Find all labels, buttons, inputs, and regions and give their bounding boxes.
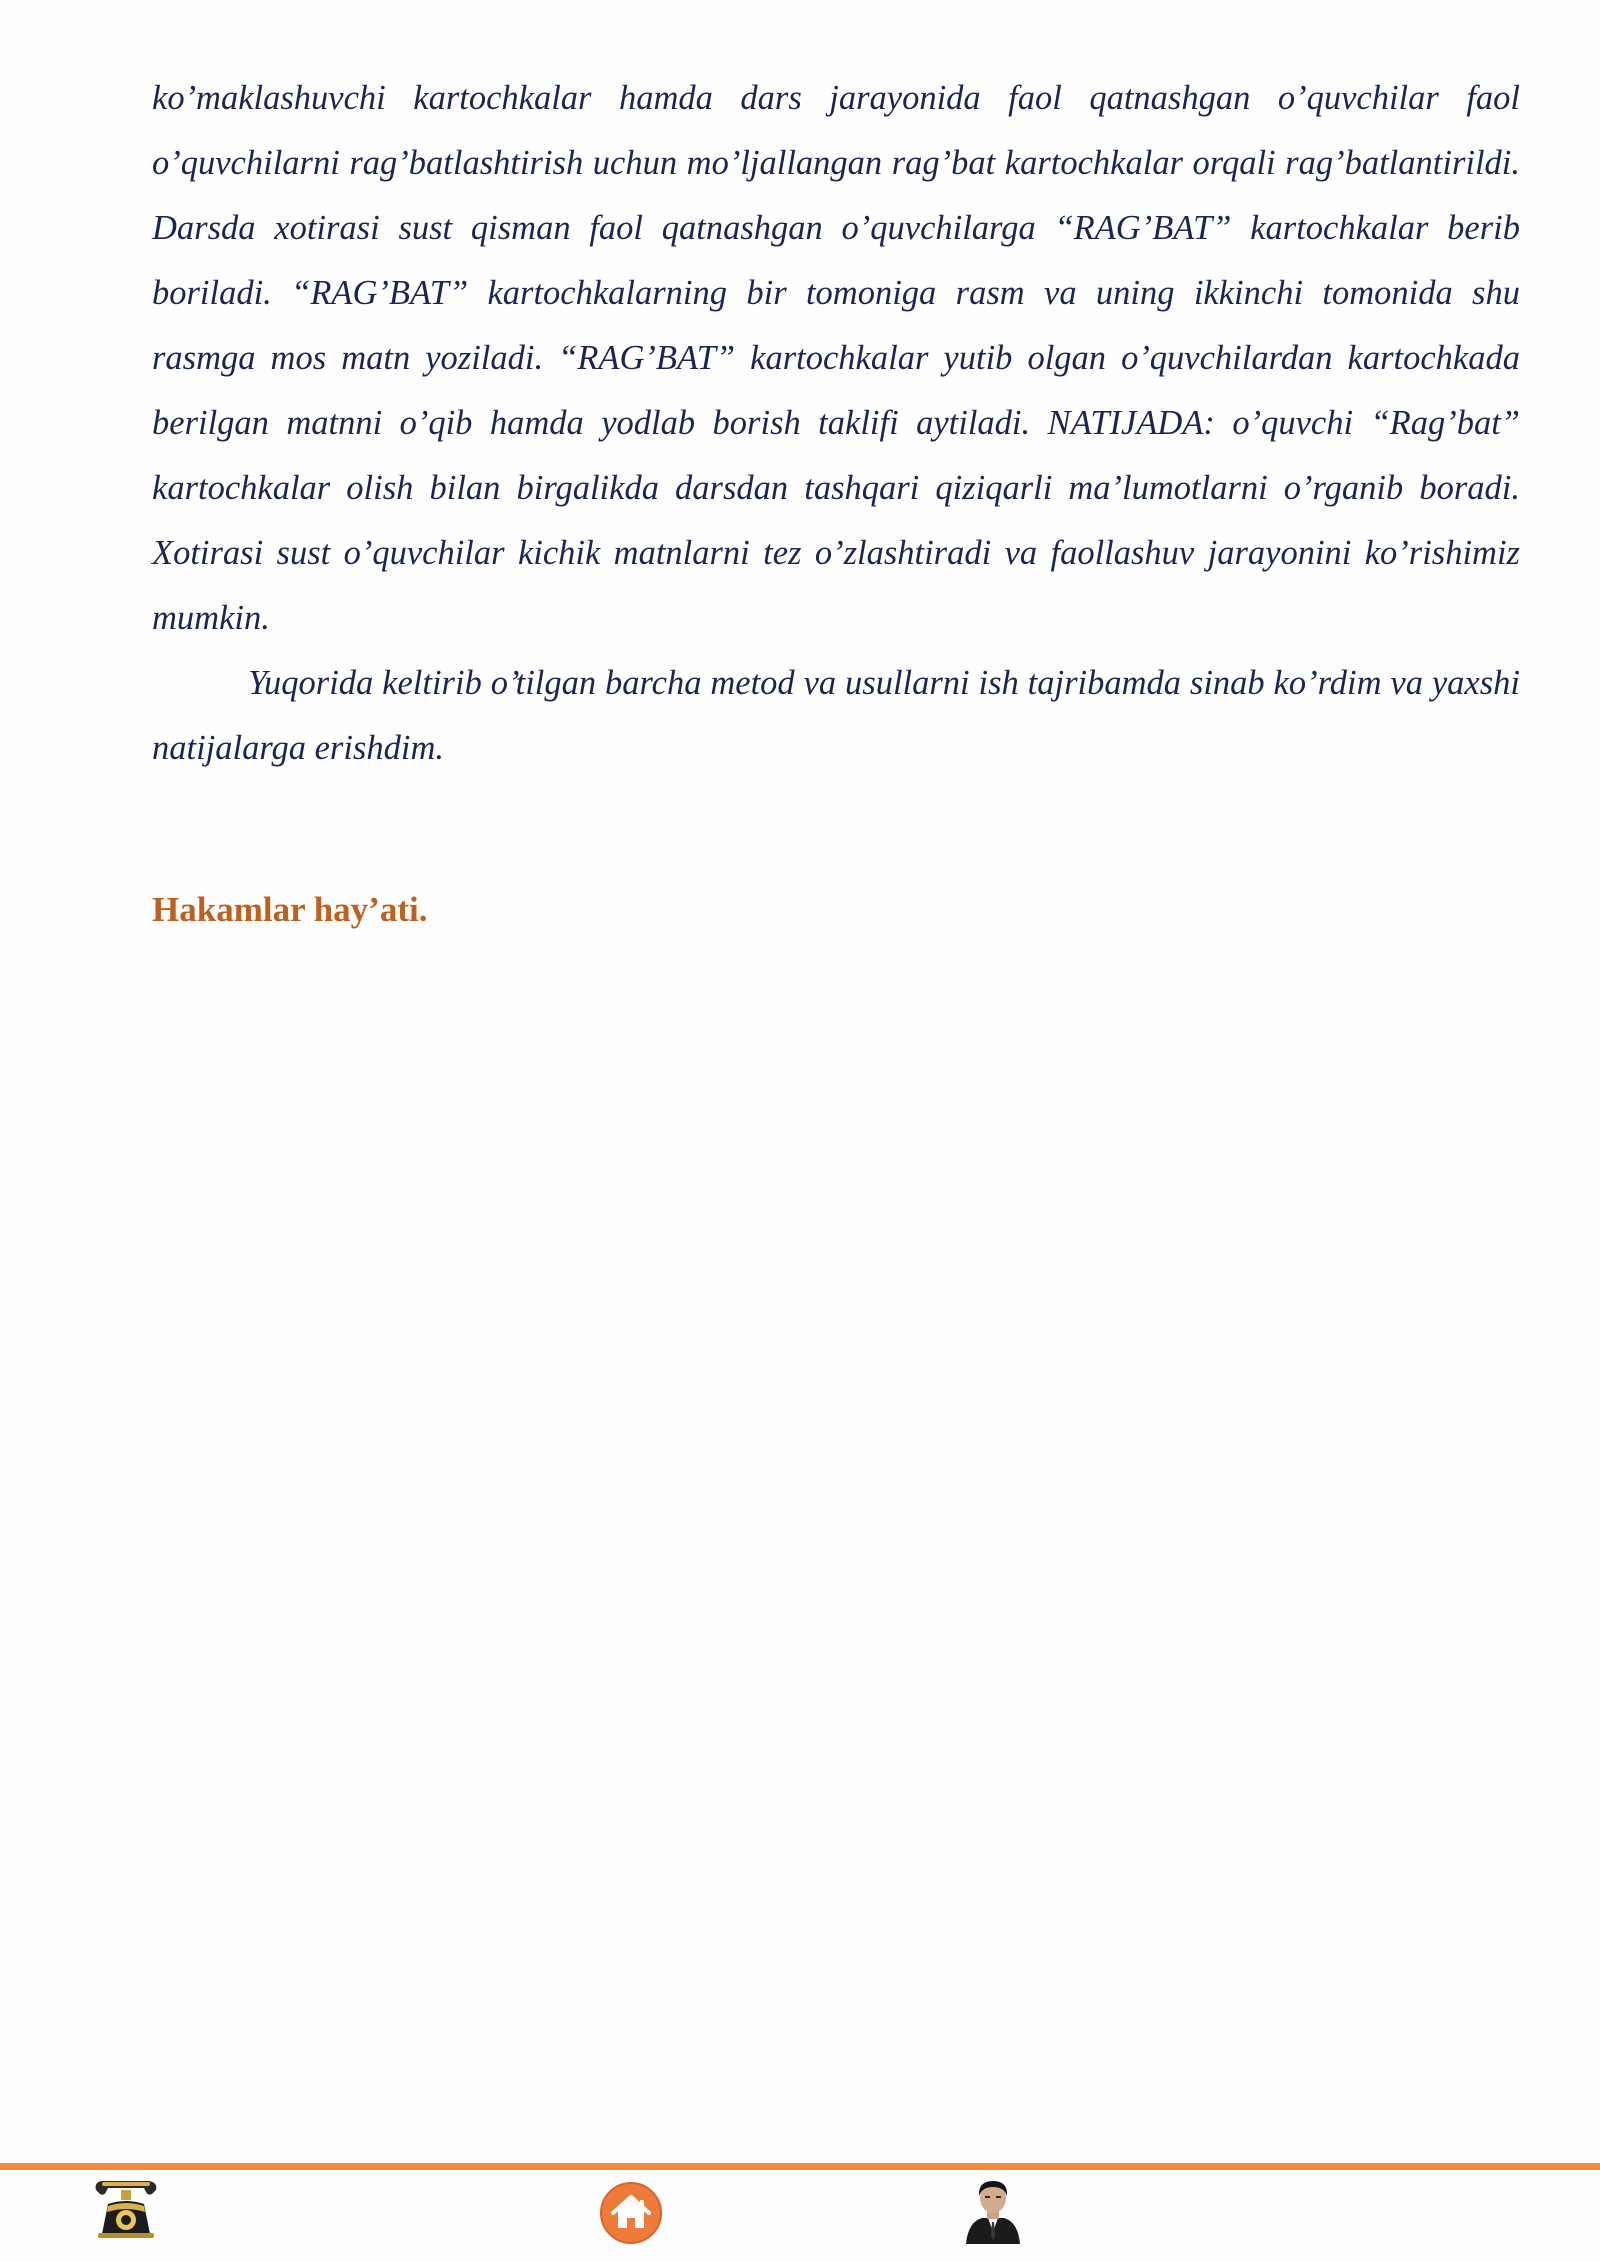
home-icon[interactable] xyxy=(600,2182,662,2244)
document-body xyxy=(152,66,1520,781)
telephone-icon[interactable] xyxy=(88,2176,164,2240)
body-paragraph: Yuqorida keltirib o’tilgan barcha metod va usullarni ish tajribamda sinab ko’rdim va yaxshi natijalarga erishdim. xyxy=(152,664,1520,767)
section-heading: Hakamlar hay’ati. xyxy=(152,890,428,929)
body-paragraph: ko’maklashuvchi kartochkalar hamda dars jarayonida faol qatnashgan o’quvchilar faol o’quvchilarni rag’batlashtirish uchun mo’ljallangan rag’bat kartochkalar orqali rag’batlantirildi. Darsda xotirasi sust qisman faol qatnashgan o’quvchilarga “RAG’BAT” kartochkalar berib boriladi. “RAG’BAT” kartochkalarning bir tomoniga rasm va uning ikkinchi tomonida shu rasmga mos matn yoziladi. “RAG’BAT” kartochkalar yutib olgan o’quvchilardan kartochkada berilgan matnni o’qib hamda yodlab borish taklifi aytiladi. NATIJADA: o’quvchi “Rag’bat” kartochkalar olish bilan birgalikda darsdan tashqari qiziqarli ma’lumotlarni o’rganib boradi. Xotirasi sust o’quvchilar kichik matnlarni tez o’zlashtiradi va faollashuv jarayonini ko’rishimiz mumkin. xyxy=(152,79,1520,637)
footer-divider xyxy=(0,2163,1600,2170)
person-icon[interactable] xyxy=(964,2176,1022,2244)
